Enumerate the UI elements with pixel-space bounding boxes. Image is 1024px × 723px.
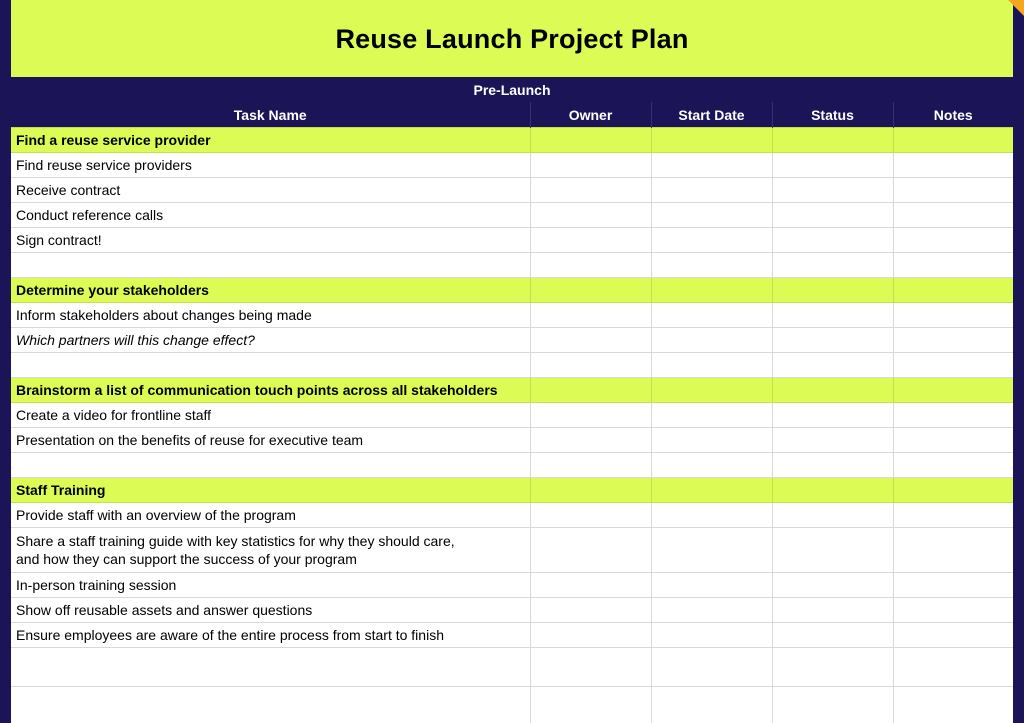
- start-date-cell[interactable]: [651, 328, 772, 353]
- empty-cell[interactable]: [772, 687, 893, 723]
- owner-cell[interactable]: [530, 203, 651, 228]
- notes-cell[interactable]: [893, 573, 1013, 598]
- notes-cell[interactable]: [893, 328, 1013, 353]
- column-header-task-name[interactable]: Task Name: [11, 102, 530, 128]
- status-cell[interactable]: [772, 623, 893, 648]
- task-name-cell[interactable]: Which partners will this change effect?: [11, 328, 530, 353]
- empty-cell[interactable]: [530, 687, 651, 723]
- status-cell[interactable]: [772, 278, 893, 303]
- owner-cell[interactable]: [530, 598, 651, 623]
- start-date-cell[interactable]: [651, 598, 772, 623]
- notes-cell[interactable]: [893, 378, 1013, 403]
- status-cell[interactable]: [772, 478, 893, 503]
- task-name-cell[interactable]: Presentation on the benefits of reuse for executive team: [11, 428, 530, 453]
- empty-cell[interactable]: [651, 353, 772, 378]
- group-name-cell[interactable]: Find a reuse service provider: [11, 128, 530, 153]
- empty-cell[interactable]: [772, 253, 893, 278]
- title-band: [11, 0, 1013, 77]
- notes-cell[interactable]: [893, 203, 1013, 228]
- group-name-cell[interactable]: Determine your stakeholders: [11, 278, 530, 303]
- column-header-status[interactable]: Status: [772, 102, 893, 128]
- status-cell[interactable]: [772, 503, 893, 528]
- group-row: [11, 378, 1013, 403]
- spreadsheet: [11, 0, 1013, 723]
- task-name-cell[interactable]: Conduct reference calls: [11, 203, 530, 228]
- task-row: [11, 178, 1013, 203]
- task-name-cell[interactable]: Inform stakeholders about changes being made: [11, 303, 530, 328]
- empty-cell[interactable]: [893, 353, 1013, 378]
- status-cell[interactable]: [772, 428, 893, 453]
- owner-cell[interactable]: [530, 228, 651, 253]
- empty-cell[interactable]: [530, 648, 651, 687]
- task-row: [11, 203, 1013, 228]
- notes-cell[interactable]: [893, 528, 1013, 573]
- owner-cell[interactable]: [530, 478, 651, 503]
- task-row: [11, 573, 1013, 598]
- notes-cell[interactable]: [893, 178, 1013, 203]
- page-title: Reuse Launch Project Plan: [335, 23, 689, 54]
- group-name-cell[interactable]: Staff Training: [11, 478, 530, 503]
- task-name-cell[interactable]: Share a staff training guide with key statistics for why they should care, and how they can support the success of your program: [11, 528, 530, 573]
- column-header-start-date[interactable]: Start Date: [651, 102, 772, 128]
- notes-cell[interactable]: [893, 278, 1013, 303]
- empty-row: [11, 687, 1013, 723]
- start-date-cell[interactable]: [651, 478, 772, 503]
- notes-cell[interactable]: [893, 503, 1013, 528]
- empty-cell[interactable]: [893, 253, 1013, 278]
- status-cell[interactable]: [772, 303, 893, 328]
- task-row: [11, 428, 1013, 453]
- status-cell[interactable]: [772, 153, 893, 178]
- owner-cell[interactable]: [530, 403, 651, 428]
- empty-cell[interactable]: [11, 648, 530, 687]
- empty-cell[interactable]: [651, 453, 772, 478]
- column-header-row: [11, 102, 1013, 128]
- status-cell[interactable]: [772, 403, 893, 428]
- empty-cell[interactable]: [772, 353, 893, 378]
- task-row: [11, 153, 1013, 178]
- notes-cell[interactable]: [893, 403, 1013, 428]
- start-date-cell[interactable]: [651, 278, 772, 303]
- empty-cell[interactable]: [530, 353, 651, 378]
- task-row: [11, 328, 1013, 353]
- owner-cell[interactable]: [530, 328, 651, 353]
- notes-cell[interactable]: [893, 153, 1013, 178]
- owner-cell[interactable]: [530, 573, 651, 598]
- empty-cell[interactable]: [651, 648, 772, 687]
- empty-cell[interactable]: [772, 648, 893, 687]
- owner-cell[interactable]: [530, 303, 651, 328]
- start-date-cell[interactable]: [651, 228, 772, 253]
- owner-cell[interactable]: [530, 528, 651, 573]
- notes-cell[interactable]: [893, 128, 1013, 153]
- task-name-cell[interactable]: Ensure employees are aware of the entire process from start to finish: [11, 623, 530, 648]
- task-row: [11, 403, 1013, 428]
- start-date-cell[interactable]: [651, 428, 772, 453]
- notes-cell[interactable]: [893, 228, 1013, 253]
- task-name-cell[interactable]: Show off reusable assets and answer questions: [11, 598, 530, 623]
- empty-cell[interactable]: [11, 253, 530, 278]
- empty-cell[interactable]: [772, 453, 893, 478]
- start-date-cell[interactable]: [651, 203, 772, 228]
- start-date-cell[interactable]: [651, 623, 772, 648]
- empty-row: [11, 253, 1013, 278]
- start-date-cell[interactable]: [651, 178, 772, 203]
- empty-cell[interactable]: [530, 453, 651, 478]
- start-date-cell[interactable]: [651, 128, 772, 153]
- task-name-cell[interactable]: Create a video for frontline staff: [11, 403, 530, 428]
- corner-marker: [1008, 0, 1024, 16]
- owner-cell[interactable]: [530, 178, 651, 203]
- status-cell[interactable]: [772, 378, 893, 403]
- task-row: [11, 228, 1013, 253]
- start-date-cell[interactable]: [651, 503, 772, 528]
- empty-cell[interactable]: [651, 253, 772, 278]
- status-cell[interactable]: [772, 573, 893, 598]
- group-row: [11, 278, 1013, 303]
- task-name-cell[interactable]: In-person training session: [11, 573, 530, 598]
- group-row: [11, 478, 1013, 503]
- empty-row: [11, 648, 1013, 687]
- task-row: [11, 623, 1013, 648]
- owner-cell[interactable]: [530, 128, 651, 153]
- empty-cell[interactable]: [11, 687, 530, 723]
- owner-cell[interactable]: [530, 278, 651, 303]
- notes-cell[interactable]: [893, 428, 1013, 453]
- status-cell[interactable]: [772, 203, 893, 228]
- owner-cell[interactable]: [530, 378, 651, 403]
- empty-cell[interactable]: [893, 453, 1013, 478]
- column-header-notes[interactable]: Notes: [893, 102, 1013, 128]
- section-header: Pre-Launch: [11, 77, 1013, 102]
- start-date-cell[interactable]: [651, 303, 772, 328]
- notes-cell[interactable]: [893, 598, 1013, 623]
- status-cell[interactable]: [772, 598, 893, 623]
- notes-cell[interactable]: [893, 303, 1013, 328]
- task-table: [11, 102, 1013, 723]
- empty-cell[interactable]: [893, 687, 1013, 723]
- start-date-cell[interactable]: [651, 403, 772, 428]
- owner-cell[interactable]: [530, 153, 651, 178]
- owner-cell[interactable]: [530, 428, 651, 453]
- status-cell[interactable]: [772, 528, 893, 573]
- empty-cell[interactable]: [530, 253, 651, 278]
- start-date-cell[interactable]: [651, 528, 772, 573]
- notes-cell[interactable]: [893, 623, 1013, 648]
- task-name-cell[interactable]: Sign contract!: [11, 228, 530, 253]
- empty-cell[interactable]: [893, 648, 1013, 687]
- task-row: [11, 503, 1013, 528]
- start-date-cell[interactable]: [651, 378, 772, 403]
- task-name-cell[interactable]: Provide staff with an overview of the program: [11, 503, 530, 528]
- task-name-cell[interactable]: Find reuse service providers: [11, 153, 530, 178]
- group-name-cell[interactable]: Brainstorm a list of communication touch points across all stakeholders: [11, 378, 530, 403]
- column-header-owner[interactable]: Owner: [530, 102, 651, 128]
- owner-cell[interactable]: [530, 623, 651, 648]
- task-row: [11, 598, 1013, 623]
- status-cell[interactable]: [772, 228, 893, 253]
- task-row: [11, 303, 1013, 328]
- empty-row: [11, 453, 1013, 478]
- empty-cell[interactable]: [11, 453, 530, 478]
- status-cell[interactable]: [772, 328, 893, 353]
- status-cell[interactable]: [772, 128, 893, 153]
- group-row: [11, 128, 1013, 153]
- empty-row: [11, 353, 1013, 378]
- start-date-cell[interactable]: [651, 573, 772, 598]
- task-row: [11, 528, 1013, 573]
- empty-cell[interactable]: [651, 687, 772, 723]
- empty-cell[interactable]: [11, 353, 530, 378]
- start-date-cell[interactable]: [651, 153, 772, 178]
- notes-cell[interactable]: [893, 478, 1013, 503]
- task-name-cell[interactable]: Receive contract: [11, 178, 530, 203]
- status-cell[interactable]: [772, 178, 893, 203]
- owner-cell[interactable]: [530, 503, 651, 528]
